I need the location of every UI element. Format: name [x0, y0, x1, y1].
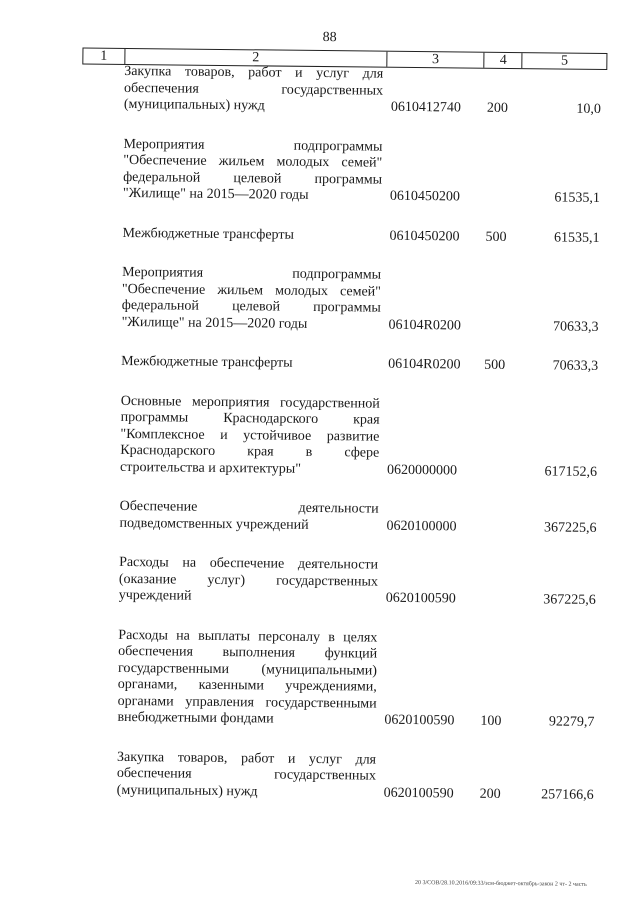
row-code: 0620000000	[383, 462, 481, 480]
row-amount: 10,0	[523, 101, 607, 118]
table-row	[81, 136, 607, 207]
column-header-3: 3	[387, 52, 485, 68]
row-code: 0620100000	[382, 518, 480, 536]
row-code: 0620100590	[380, 785, 478, 803]
row-type: 200	[485, 101, 523, 118]
row-type: 500	[482, 358, 520, 375]
row-amount: 617152,6	[519, 464, 603, 481]
row-code: 0620100590	[380, 713, 478, 731]
row-name: Межбюджетные трансферты	[122, 225, 385, 244]
table-row	[77, 554, 602, 609]
row-amount: 257166,6	[516, 787, 600, 804]
row-name: Межбюджетные трансферты	[121, 354, 384, 373]
table-row	[79, 353, 604, 375]
row-amount: 70633,3	[521, 319, 605, 336]
table-row	[80, 265, 606, 336]
row-name: Закупка товаров, работ и услуг для обеспечения государственных (муниципальных) нужд	[124, 64, 388, 116]
row-amount: 367225,6	[518, 592, 602, 609]
row-type: 200	[478, 786, 516, 803]
row-code: 0620100590	[382, 591, 480, 609]
table-row	[75, 627, 601, 731]
row-amount: 61535,1	[522, 190, 606, 207]
row-name: Расходы на выплаты персоналу в целях обеспечения выполнения функций государственными (муниципальными) органами, казенными учреждениями, органами управления государственными внебюджетными фондами	[117, 627, 381, 729]
column-header-4: 4	[485, 53, 523, 68]
row-name: Мероприятия подпрограммы "Обеспечение жильем молодых семей" федеральной целевой программы "Жилище" на 2015—2020 годы	[123, 136, 387, 205]
table-row	[75, 749, 600, 804]
row-amount: 70633,3	[520, 358, 604, 375]
column-header-5: 5	[523, 53, 607, 69]
row-name: Обеспечение деятельности подведомственных учреждений	[119, 499, 382, 535]
row-amount: 92279,7	[516, 714, 600, 731]
footer-reference: 20 3/СОВ/28.10.2016/09:33/зсм-бюджет-октябрь-закон 2 чт- 2 часть	[415, 880, 587, 888]
row-amount: 61535,1	[521, 230, 605, 247]
row-name: Закупка товаров, работ и услуг для обеспечения государственных (муниципальных) нужд	[117, 749, 381, 801]
column-header-1: 1	[83, 49, 125, 64]
row-type: 100	[478, 714, 516, 731]
row-name: Расходы на обеспечение деятельности (оказание услуг) государственных учреждений	[119, 555, 383, 607]
page-number: 88	[10, 27, 640, 50]
row-code: 0610412740	[387, 100, 485, 118]
row-code: 0610450200	[385, 228, 483, 246]
table-row	[82, 64, 607, 119]
table-row	[80, 225, 605, 247]
row-amount: 367225,6	[518, 520, 602, 537]
table-row	[78, 393, 604, 481]
row-type: 500	[483, 229, 521, 246]
row-name: Мероприятия подпрограммы "Обеспечение жильем молодых семей" федеральной целевой программы "Жилище" на 2015—2020 годы	[122, 265, 386, 334]
row-name: Основные мероприятия государственной программы Краснодарского края "Комплексное и устойчивое развитие Краснодарского края в сфере строительства и архитектуры"	[120, 393, 384, 478]
table-body	[74, 64, 607, 827]
row-code: 06104R0200	[385, 317, 483, 335]
row-code: 06104R0200	[384, 357, 482, 375]
table-row	[77, 498, 602, 536]
column-header-2: 2	[125, 49, 387, 67]
row-code: 0610450200	[386, 189, 484, 207]
